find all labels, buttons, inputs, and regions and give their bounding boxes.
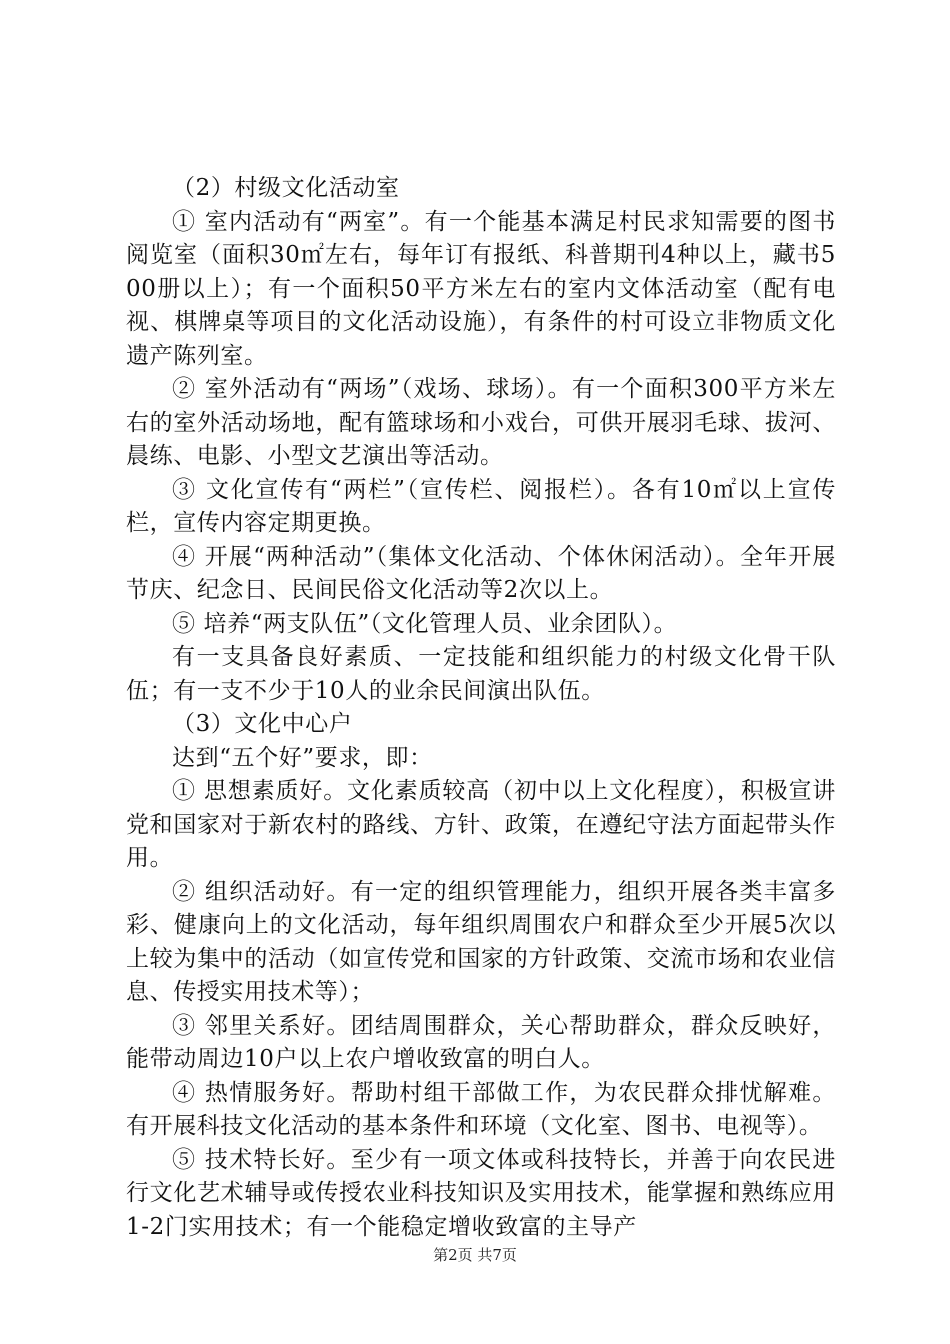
paragraph-neighbor-relations: ③ 邻里关系好。团结周围群众，关心帮助群众，群众反映好，能带动周边10户以上农户增收致富的明白人。 (126, 1012, 836, 1072)
paragraph-two-activities: ④ 开展“两种活动”（集体文化活动、个体休闲活动）。全年开展节庆、纪念日、民间民俗文化活动等2次以上。 (126, 543, 836, 603)
paragraph-bulletin-boards: ③ 文化宣传有“两栏”（宣传栏、阅报栏）。各有10㎡以上宣传栏，宣传内容定期更换。 (126, 476, 836, 536)
paragraph-ideological-quality: ① 思想素质好。文化素质较高（初中以上文化程度），积极宣讲党和国家对于新农村的路线、方针、政策，在遵纪守法方面起带头作用。 (126, 778, 836, 871)
paragraph-five-goods-intro: 达到“五个好”要求，即： (172, 744, 433, 771)
paragraph-two-teams: ⑤ 培养“两支队伍”（文化管理人员、业余团队）。 (172, 610, 678, 637)
paragraph-team-details: 有一支具备良好素质、一定技能和组织能力的村级文化骨干队伍；有一支不少于10人的业余民间演出队伍。 (126, 644, 836, 704)
document-body (126, 172, 836, 1244)
heading-culture-center-household: （3）文化中心户 (172, 711, 353, 737)
paragraph-technical-skills: ⑤ 技术特长好。至少有一项文体或科技特长，并善于向农民进行文化艺术辅导或传授农业科技知识及实用技术，能掌握和熟练应用1-2门实用技术；有一个能稳定增收致富的主导产 (126, 1146, 836, 1240)
paragraph-outdoor-activities: ② 室外活动有“两场”（戏场、球场）。有一个面积300平方米左右的室外活动场地，配有篮球场和小戏台，可供开展羽毛球、拔河、晨练、电影、小型文艺演出等活动。 (126, 376, 836, 469)
paragraph-enthusiastic-service: ④ 热情服务好。帮助村组干部做工作，为农民群众排忧解难。有开展科技文化活动的基本条件和环境（文化室、图书、电视等）。 (126, 1079, 836, 1139)
paragraph-organizing-activities: ② 组织活动好。有一定的组织管理能力，组织开展各类丰富多彩、健康向上的文化活动，每年组织周围农户和群众至少开展5次以上较为集中的活动（如宣传党和国家的方针政策、交流市场和农业信息、传授实用技术等）； (126, 878, 836, 1005)
heading-village-culture-room: （2）村级文化活动室 (172, 175, 400, 201)
page-number-footer: 第2页 共7页 (433, 1246, 517, 1264)
paragraph-indoor-activities: ① 室内活动有“两室”。有一个能基本满足村民求知需要的图书阅览室（面积30㎡左右，每年订有报纸、科普期刊4种以上，藏书500册以上）；有一个面积50平方米左右的室内文体活动室（配有电视、棋牌桌等项目的文化活动设施），有条件的村可设立非物质文化遗产陈列室。 (126, 208, 836, 369)
